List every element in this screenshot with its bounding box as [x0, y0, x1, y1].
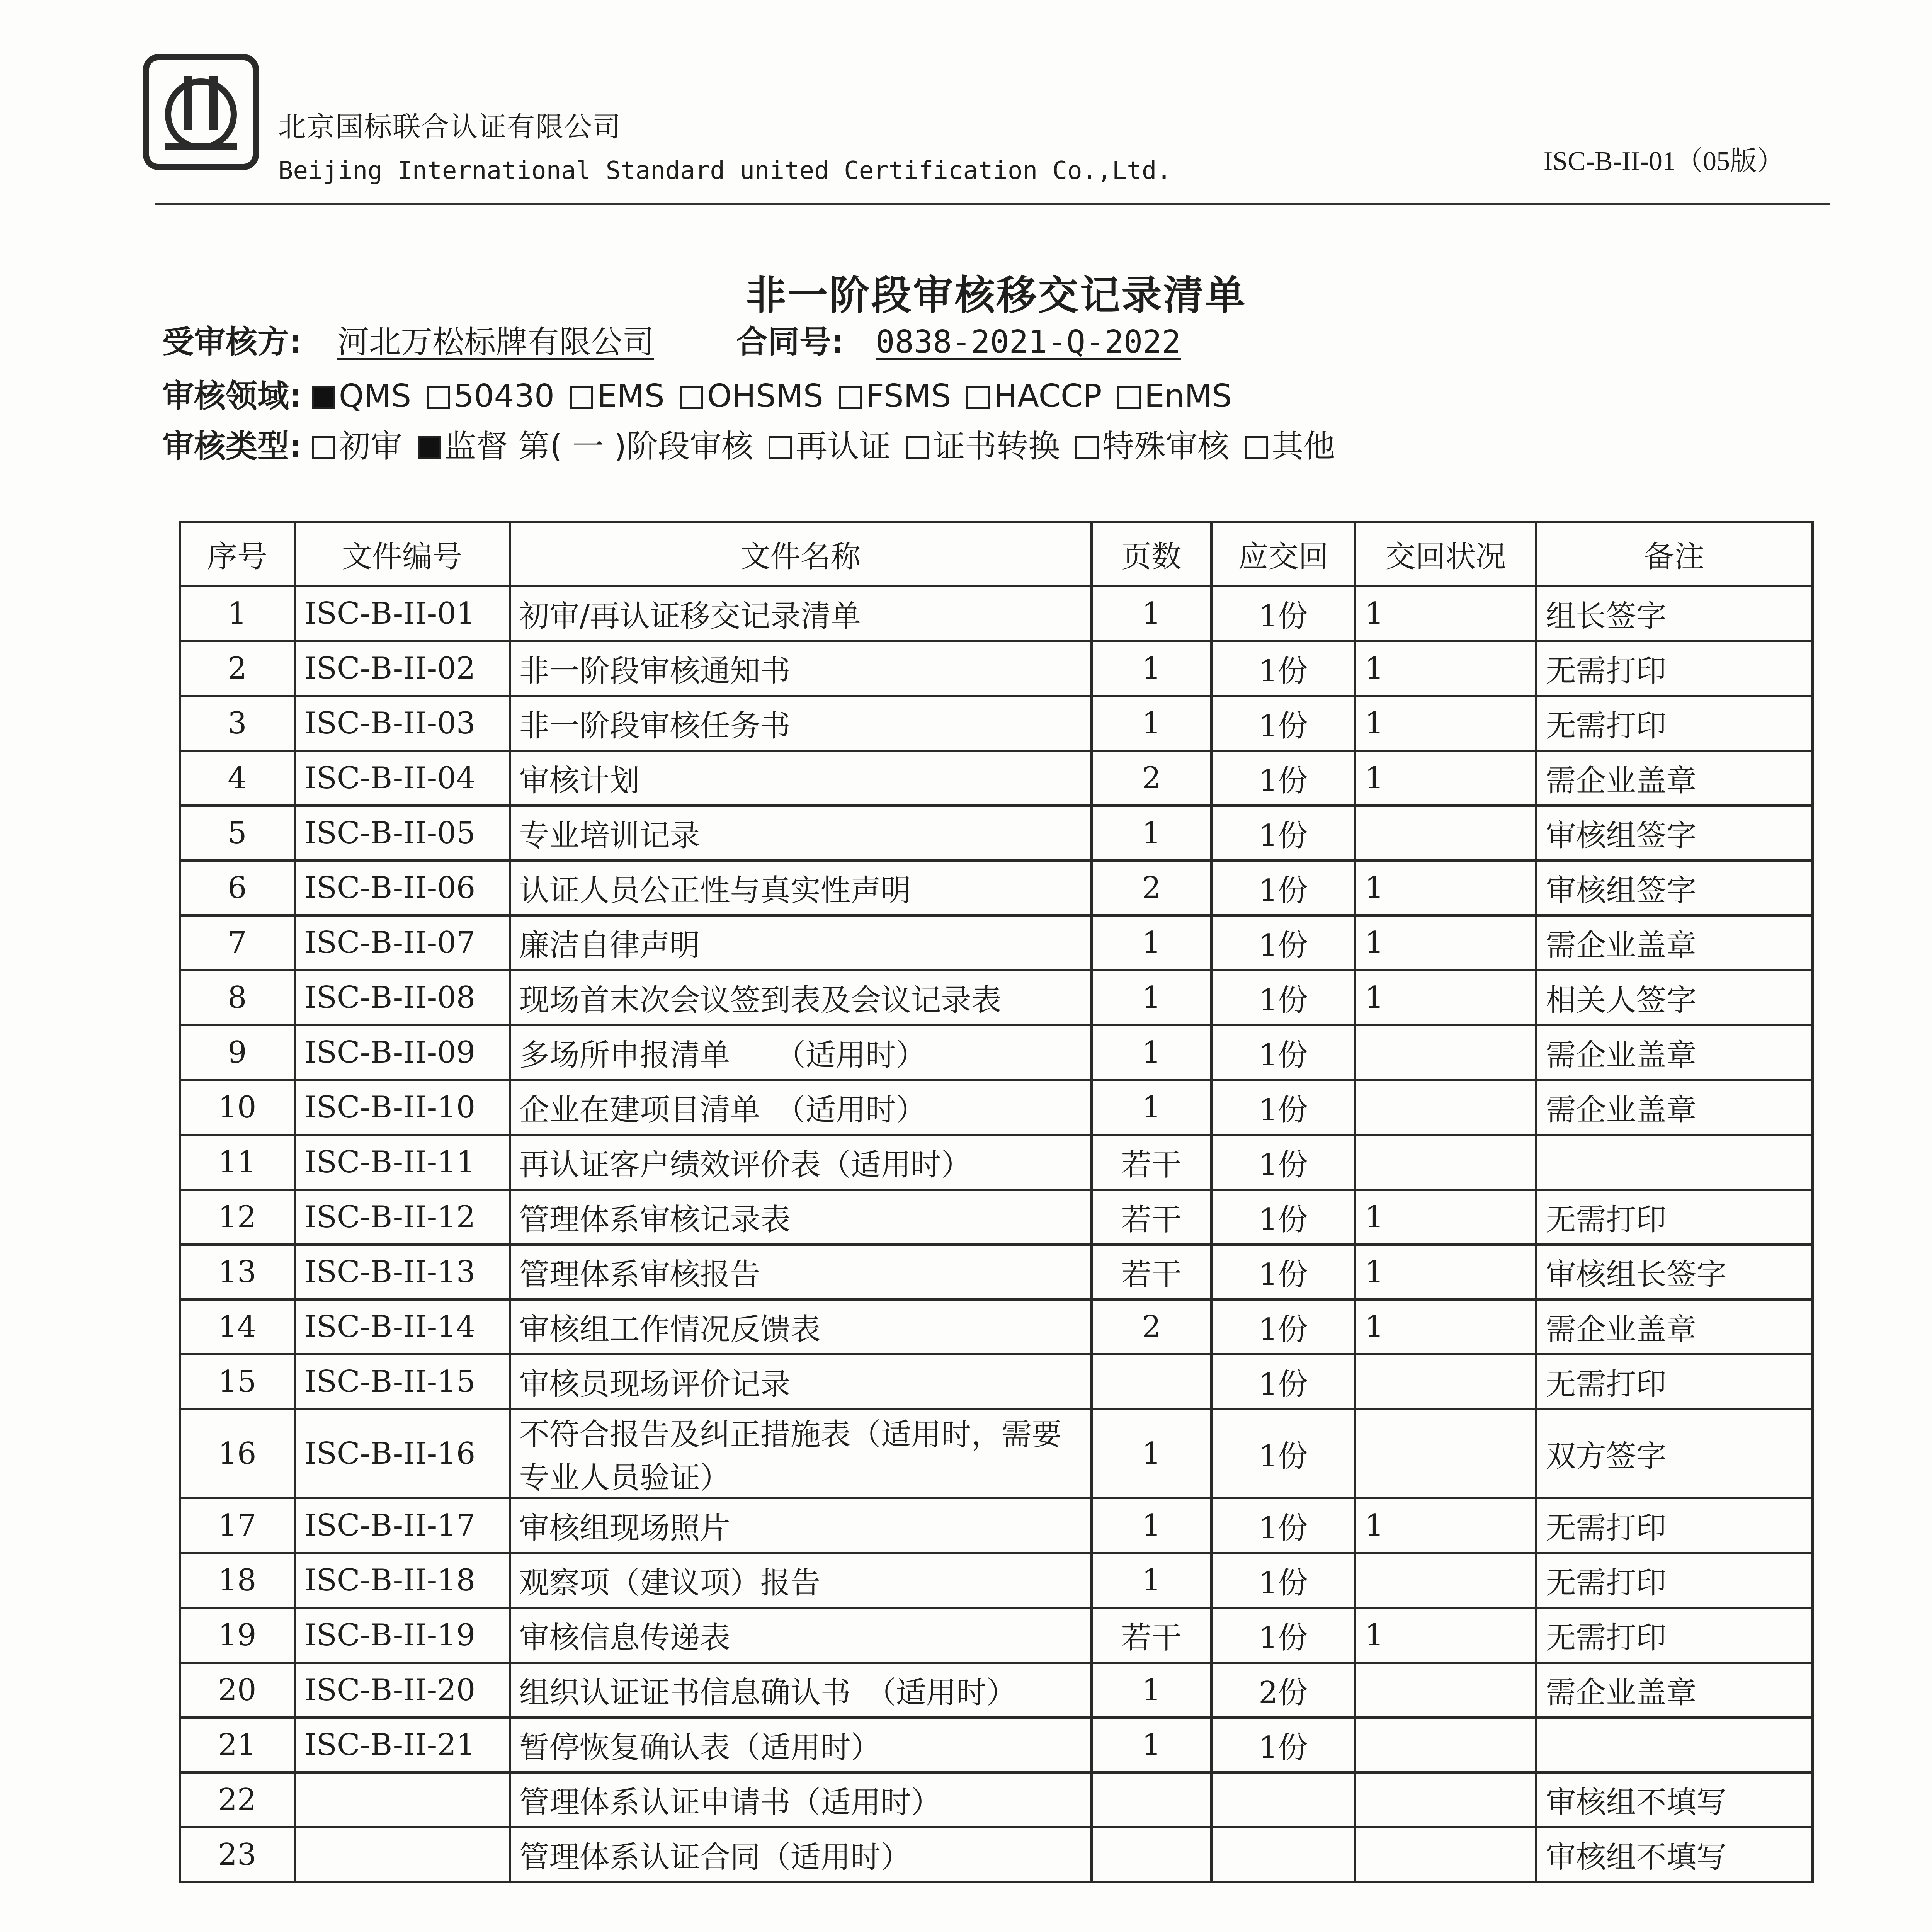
table-row: [180, 1299, 1813, 1354]
empty-box-icon[interactable]: [966, 386, 990, 409]
audit-type-row: [162, 421, 1350, 466]
page-count-cell: 1: [1092, 1498, 1212, 1553]
copies-due-cell: 2份: [1211, 1663, 1355, 1718]
file-name-cell: 管理体系审核记录表: [510, 1190, 1092, 1245]
table-row: [180, 1718, 1813, 1772]
file-code-cell: ISC-B-II-13: [295, 1245, 510, 1299]
file-code-cell: ISC-B-II-06: [295, 861, 510, 915]
file-name-cell: 审核计划: [510, 751, 1092, 806]
copies-due-cell: 1份: [1211, 1409, 1355, 1498]
copies-due-cell: 1份: [1211, 696, 1355, 751]
empty-box-icon[interactable]: [769, 436, 792, 459]
table-row: [180, 696, 1813, 751]
table-row: [180, 970, 1813, 1025]
page-count-cell: [1092, 1354, 1212, 1409]
audit-type-option-label: 初审: [338, 428, 402, 465]
audit-field-row: [162, 371, 1247, 416]
row-number-cell: 8: [180, 970, 295, 1025]
file-name-cell: 管理体系审核报告: [510, 1245, 1092, 1299]
remark-cell: [1536, 1718, 1813, 1772]
page-count-cell: 若干: [1092, 1608, 1212, 1663]
page-count-cell: 若干: [1092, 1245, 1212, 1299]
empty-box-icon[interactable]: [1075, 436, 1099, 459]
copies-due-cell: [1211, 1772, 1355, 1827]
row-number-cell: 5: [180, 806, 295, 861]
return-status-cell: 1: [1355, 586, 1536, 641]
remark-cell: 需企业盖章: [1536, 751, 1813, 806]
row-number-cell: 9: [180, 1025, 295, 1080]
table-row: [180, 1190, 1813, 1245]
copies-due-cell: 1份: [1211, 1718, 1355, 1772]
row-number-cell: 17: [180, 1498, 295, 1553]
row-number-cell: 15: [180, 1354, 295, 1409]
page-count-cell: 2: [1092, 861, 1212, 915]
file-name-cell: 审核信息传递表: [510, 1608, 1092, 1663]
return-status-cell: 1: [1355, 641, 1536, 696]
return-status-cell: [1355, 1827, 1536, 1882]
copies-due-cell: [1211, 1827, 1355, 1882]
checked-box-icon[interactable]: [418, 436, 441, 459]
file-name-cell: 审核员现场评价记录: [510, 1354, 1092, 1409]
audit-type-option: [1245, 428, 1335, 465]
file-name-cell: 观察项（建议项）报告: [510, 1553, 1092, 1608]
page-count-cell: 1: [1092, 1663, 1212, 1718]
empty-box-icon[interactable]: [570, 386, 593, 409]
page-count-cell: 1: [1092, 1718, 1212, 1772]
remark-cell: 审核组长签字: [1536, 1245, 1813, 1299]
page-count-cell: 若干: [1092, 1135, 1212, 1190]
file-name-cell: 多场所申报清单 （适用时）: [510, 1025, 1092, 1080]
row-number-cell: 6: [180, 861, 295, 915]
audit-type-options: [312, 428, 1350, 465]
row-number-cell: 4: [180, 751, 295, 806]
row-number-cell: 7: [180, 915, 295, 970]
audit-type-option-label: 再认证: [796, 428, 891, 465]
audit-type-option: [1075, 428, 1229, 465]
table-row: [180, 915, 1813, 970]
header-name: 文件名称: [510, 522, 1092, 586]
page-count-cell: 1: [1092, 915, 1212, 970]
header-status: 交回状况: [1355, 522, 1536, 586]
contract-number: 0838-2021-Q-2022: [876, 324, 1181, 361]
file-code-cell: ISC-B-II-05: [295, 806, 510, 861]
file-code-cell: ISC-B-II-03: [295, 696, 510, 751]
remark-cell: 双方签字: [1536, 1409, 1813, 1498]
file-code-cell: ISC-B-II-10: [295, 1080, 510, 1135]
company-name-cn: 北京国标联合认证有限公司: [278, 111, 622, 143]
remark-cell: 无需打印: [1536, 1608, 1813, 1663]
row-number-cell: 23: [180, 1827, 295, 1882]
table-row: [180, 861, 1813, 915]
copies-due-cell: 1份: [1211, 1080, 1355, 1135]
audit-field-option: [312, 378, 411, 415]
audit-type-option-label: 其他: [1272, 428, 1335, 465]
audit-field-option-label: EnMS: [1144, 378, 1232, 415]
header-no: 序号: [180, 522, 295, 586]
document-number: ISC-B-II-01（05版）: [1543, 146, 1784, 176]
file-name-cell: 廉洁自律声明: [510, 915, 1092, 970]
return-status-cell: 1: [1355, 1608, 1536, 1663]
return-status-cell: [1355, 1409, 1536, 1498]
header-note: 备注: [1536, 522, 1813, 586]
remark-cell: 需企业盖章: [1536, 915, 1813, 970]
empty-box-icon[interactable]: [312, 436, 335, 459]
audit-type-option-label: 证书转换: [933, 428, 1060, 465]
auditee-row: [162, 317, 1181, 362]
table-row: [180, 1772, 1813, 1827]
company-name-en: Beijing International Standard united Certification Co.,Ltd.: [278, 156, 1172, 185]
document-list-table: [179, 521, 1814, 1883]
table-row: [180, 1025, 1813, 1080]
page-count-cell: 1: [1092, 806, 1212, 861]
header-divider: [155, 203, 1830, 205]
row-number-cell: 21: [180, 1718, 295, 1772]
empty-box-icon[interactable]: [1117, 386, 1141, 409]
remark-cell: 无需打印: [1536, 1498, 1813, 1553]
copies-due-cell: 1份: [1211, 806, 1355, 861]
remark-cell: 无需打印: [1536, 696, 1813, 751]
return-status-cell: [1355, 1553, 1536, 1608]
empty-box-icon[interactable]: [680, 386, 703, 409]
return-status-cell: 1: [1355, 915, 1536, 970]
page-count-cell: 1: [1092, 1025, 1212, 1080]
remark-cell: 审核组签字: [1536, 806, 1813, 861]
return-status-cell: [1355, 1772, 1536, 1827]
remark-cell: 需企业盖章: [1536, 1025, 1813, 1080]
audit-type-option: [906, 428, 1060, 465]
table-row: [180, 1409, 1813, 1498]
file-name-cell: 不符合报告及纠正措施表（适用时，需要专业人员验证）: [510, 1409, 1092, 1498]
table-row: [180, 1608, 1813, 1663]
copies-due-cell: 1份: [1211, 861, 1355, 915]
audit-field-option-label: HACCP: [993, 378, 1102, 415]
empty-box-icon[interactable]: [906, 436, 929, 459]
file-code-cell: ISC-B-II-04: [295, 751, 510, 806]
file-name-cell: 非一阶段审核通知书: [510, 641, 1092, 696]
page-count-cell: [1092, 1772, 1212, 1827]
header-copies: 应交回: [1211, 522, 1355, 586]
copies-due-cell: 1份: [1211, 1245, 1355, 1299]
file-code-cell: ISC-B-II-20: [295, 1663, 510, 1718]
remark-cell: 需企业盖章: [1536, 1080, 1813, 1135]
file-code-cell: ISC-B-II-12: [295, 1190, 510, 1245]
copies-due-cell: 1份: [1211, 586, 1355, 641]
remark-cell: 需企业盖章: [1536, 1663, 1813, 1718]
copies-due-cell: 1份: [1211, 641, 1355, 696]
return-status-cell: [1355, 1354, 1536, 1409]
audit-type-option: [418, 428, 753, 465]
file-code-cell: ISC-B-II-02: [295, 641, 510, 696]
table-row: [180, 1663, 1813, 1718]
return-status-cell: [1355, 1025, 1536, 1080]
audit-type-option: [769, 428, 891, 465]
return-status-cell: 1: [1355, 1498, 1536, 1553]
table-row: [180, 1354, 1813, 1409]
table-row: [180, 806, 1813, 861]
audit-field-option-label: 50430: [454, 378, 555, 415]
return-status-cell: [1355, 1080, 1536, 1135]
table-row: [180, 1080, 1813, 1135]
audit-field-option: [427, 378, 554, 415]
file-code-cell: ISC-B-II-11: [295, 1135, 510, 1190]
copies-due-cell: 1份: [1211, 751, 1355, 806]
audit-field-label: 审核领域:: [162, 378, 302, 415]
return-status-cell: 1: [1355, 970, 1536, 1025]
empty-box-icon[interactable]: [839, 386, 862, 409]
audit-field-option: [680, 378, 823, 415]
row-number-cell: 13: [180, 1245, 295, 1299]
table-row: [180, 586, 1813, 641]
file-name-cell: 企业在建项目清单 （适用时）: [510, 1080, 1092, 1135]
row-number-cell: 14: [180, 1299, 295, 1354]
return-status-cell: 1: [1355, 696, 1536, 751]
row-number-cell: 12: [180, 1190, 295, 1245]
remark-cell: 审核组不填写: [1536, 1772, 1813, 1827]
file-name-cell: 管理体系认证合同（适用时）: [510, 1827, 1092, 1882]
row-number-cell: 1: [180, 586, 295, 641]
table-row: [180, 1245, 1813, 1299]
audit-field-option-label: FSMS: [866, 378, 951, 415]
file-code-cell: [295, 1827, 510, 1882]
remark-cell: 无需打印: [1536, 641, 1813, 696]
page-count-cell: 2: [1092, 751, 1212, 806]
copies-due-cell: 1份: [1211, 1299, 1355, 1354]
return-status-cell: [1355, 806, 1536, 861]
file-code-cell: ISC-B-II-14: [295, 1299, 510, 1354]
file-name-cell: 现场首末次会议签到表及会议记录表: [510, 970, 1092, 1025]
remark-cell: 需企业盖章: [1536, 1299, 1813, 1354]
page-title: 非一阶段审核移交记录清单: [746, 272, 1247, 319]
audit-type-option: [312, 428, 402, 465]
page-count-cell: [1092, 1827, 1212, 1882]
file-code-cell: ISC-B-II-07: [295, 915, 510, 970]
copies-due-cell: 1份: [1211, 1135, 1355, 1190]
audit-field-option: [1117, 378, 1232, 415]
copies-due-cell: 1份: [1211, 1354, 1355, 1409]
copies-due-cell: 1份: [1211, 1498, 1355, 1553]
audit-type-option-label: 特殊审核: [1102, 428, 1230, 465]
page-count-cell: 1: [1092, 641, 1212, 696]
remark-cell: 无需打印: [1536, 1553, 1813, 1608]
return-status-cell: 1: [1355, 1299, 1536, 1354]
page-count-cell: 1: [1092, 586, 1212, 641]
audit-type-option-label: 监督 第( 一 )阶段审核: [444, 428, 753, 465]
table-row: [180, 1553, 1813, 1608]
return-status-cell: 1: [1355, 1190, 1536, 1245]
file-name-cell: 初审/再认证移交记录清单: [510, 586, 1092, 641]
row-number-cell: 16: [180, 1409, 295, 1498]
audit-field-option-label: OHSMS: [707, 378, 823, 415]
row-number-cell: 22: [180, 1772, 295, 1827]
file-name-cell: 审核组工作情况反馈表: [510, 1299, 1092, 1354]
checked-box-icon[interactable]: [312, 386, 335, 409]
copies-due-cell: 1份: [1211, 1553, 1355, 1608]
page-count-cell: 1: [1092, 1080, 1212, 1135]
audit-field-option: [839, 378, 951, 415]
audit-field-option: [570, 378, 665, 415]
remark-cell: 无需打印: [1536, 1354, 1813, 1409]
row-number-cell: 3: [180, 696, 295, 751]
audit-field-option-label: QMS: [338, 378, 412, 415]
page-count-cell: 1: [1092, 1553, 1212, 1608]
page-count-cell: 2: [1092, 1299, 1212, 1354]
return-status-cell: [1355, 1663, 1536, 1718]
return-status-cell: [1355, 1718, 1536, 1772]
row-number-cell: 2: [180, 641, 295, 696]
file-name-cell: 认证人员公正性与真实性声明: [510, 861, 1092, 915]
table-row: [180, 641, 1813, 696]
copies-due-cell: 1份: [1211, 1190, 1355, 1245]
auditee-value: 河北万松标牌有限公司: [337, 324, 654, 361]
table-row: [180, 1498, 1813, 1553]
table-body: [180, 586, 1813, 1882]
audit-field-options: [312, 378, 1247, 415]
row-number-cell: 18: [180, 1553, 295, 1608]
remark-cell: 审核组不填写: [1536, 1827, 1813, 1882]
row-number-cell: 10: [180, 1080, 295, 1135]
row-number-cell: 20: [180, 1663, 295, 1718]
page-count-cell: 1: [1092, 1409, 1212, 1498]
audit-field-option: [966, 378, 1102, 415]
remark-cell: 审核组签字: [1536, 861, 1813, 915]
header-code: 文件编号: [295, 522, 510, 586]
return-status-cell: [1355, 1135, 1536, 1190]
page-count-cell: 若干: [1092, 1190, 1212, 1245]
page-count-cell: 1: [1092, 970, 1212, 1025]
row-number-cell: 19: [180, 1608, 295, 1663]
table-header-row: [180, 522, 1813, 586]
contract-label: 合同号:: [736, 324, 844, 361]
file-name-cell: 再认证客户绩效评价表（适用时）: [510, 1135, 1092, 1190]
company-logo-icon: [143, 54, 259, 170]
row-number-cell: 11: [180, 1135, 295, 1190]
file-code-cell: ISC-B-II-08: [295, 970, 510, 1025]
return-status-cell: 1: [1355, 751, 1536, 806]
remark-cell: 组长签字: [1536, 586, 1813, 641]
page-count-cell: 1: [1092, 696, 1212, 751]
remark-cell: [1536, 1135, 1813, 1190]
auditee-label: 受审核方:: [162, 324, 302, 361]
file-code-cell: ISC-B-II-16: [295, 1409, 510, 1498]
file-code-cell: ISC-B-II-01: [295, 586, 510, 641]
file-code-cell: ISC-B-II-17: [295, 1498, 510, 1553]
logo-mark-icon: [149, 60, 253, 164]
return-status-cell: 1: [1355, 1245, 1536, 1299]
table-row: [180, 1827, 1813, 1882]
table-row: [180, 1135, 1813, 1190]
copies-due-cell: 1份: [1211, 970, 1355, 1025]
empty-box-icon[interactable]: [427, 386, 450, 409]
file-code-cell: ISC-B-II-21: [295, 1718, 510, 1772]
file-name-cell: 组织认证证书信息确认书 （适用时）: [510, 1663, 1092, 1718]
copies-due-cell: 1份: [1211, 1025, 1355, 1080]
file-code-cell: [295, 1772, 510, 1827]
empty-box-icon[interactable]: [1245, 436, 1268, 459]
table-row: [180, 751, 1813, 806]
file-name-cell: 专业培训记录: [510, 806, 1092, 861]
audit-field-option-label: EMS: [597, 378, 665, 415]
remark-cell: 无需打印: [1536, 1190, 1813, 1245]
return-status-cell: 1: [1355, 861, 1536, 915]
file-code-cell: ISC-B-II-15: [295, 1354, 510, 1409]
copies-due-cell: 1份: [1211, 1608, 1355, 1663]
copies-due-cell: 1份: [1211, 915, 1355, 970]
file-code-cell: ISC-B-II-09: [295, 1025, 510, 1080]
file-name-cell: 审核组现场照片: [510, 1498, 1092, 1553]
file-code-cell: ISC-B-II-18: [295, 1553, 510, 1608]
file-name-cell: 非一阶段审核任务书: [510, 696, 1092, 751]
file-name-cell: 管理体系认证申请书（适用时）: [510, 1772, 1092, 1827]
remark-cell: 相关人签字: [1536, 970, 1813, 1025]
file-name-cell: 暂停恢复确认表（适用时）: [510, 1718, 1092, 1772]
header-pages: 页数: [1092, 522, 1212, 586]
file-code-cell: ISC-B-II-19: [295, 1608, 510, 1663]
audit-type-label: 审核类型:: [162, 428, 302, 465]
